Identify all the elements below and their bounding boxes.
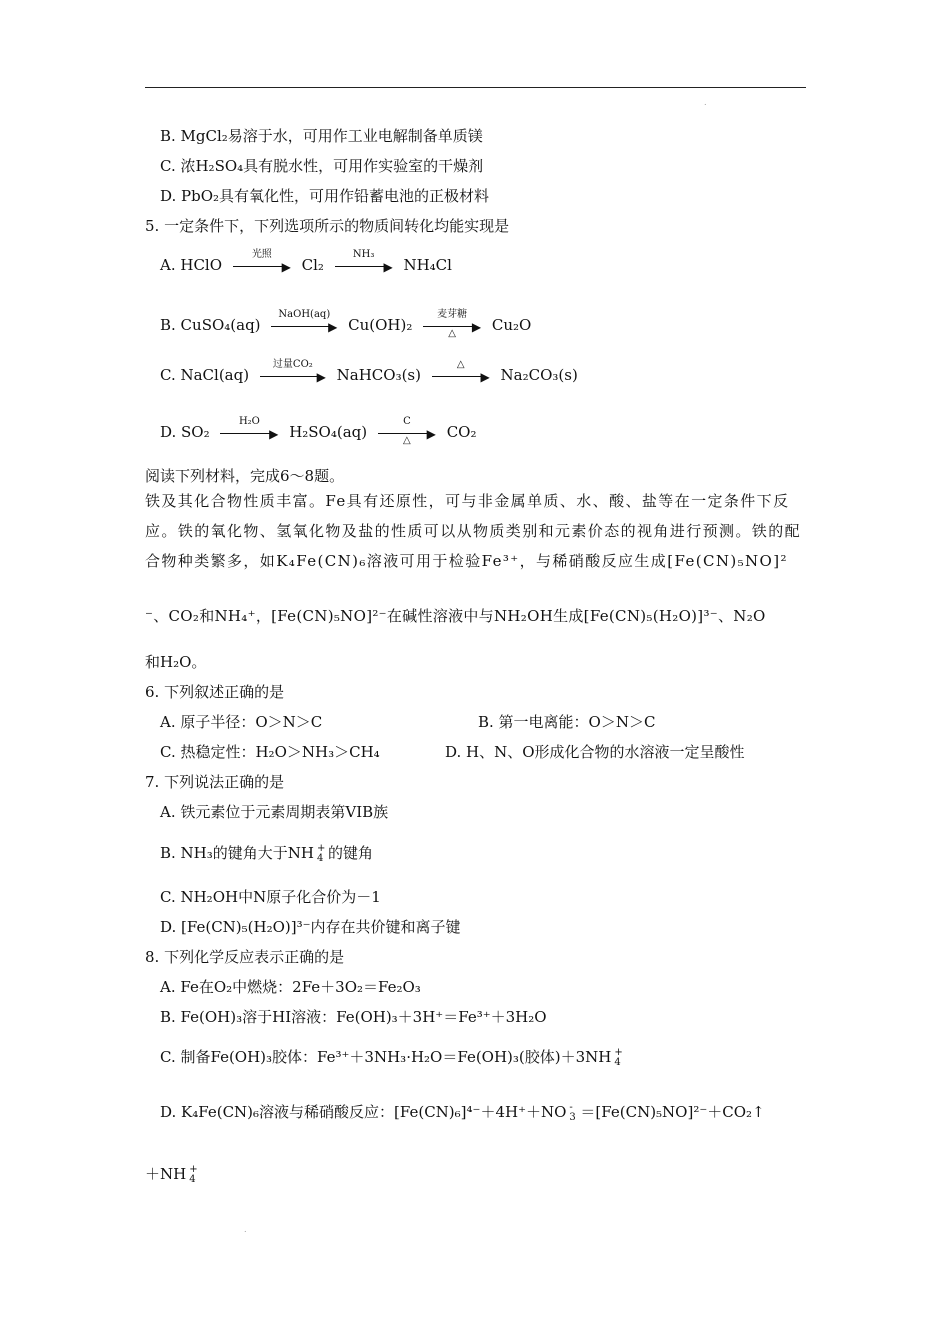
q6-option-b: B. 第一电离能：O＞N＞C	[478, 713, 656, 731]
option-text: C. 制备Fe(OH)₃胶体：Fe³⁺＋3NH₃·H₂O＝Fe(OH)₃(胶体)＋3NH	[160, 1048, 612, 1066]
q8-option-d: D. K₄Fe(CN)₆溶液与稀硝酸反应：[Fe(CN)₆]⁴⁻＋4H⁺＋NO - 3 ＝[Fe(CN)₅NO]²⁻＋CO₂↑	[160, 1102, 765, 1123]
reactant: A. HClO	[160, 256, 223, 274]
q8-option-a: A. Fe在O₂中燃烧：2Fe＋3O₂＝Fe₂O₃	[160, 978, 421, 996]
q4-option-c: C. 浓H₂SO₄具有脱水性，可用作实验室的干燥剂	[160, 157, 484, 175]
product: Na₂CO₃(s)	[500, 366, 578, 384]
condition: NaOH(aq)	[278, 309, 331, 320]
reactant: D. SO₂	[160, 423, 210, 441]
condition: 麦芽糖	[437, 309, 468, 320]
q4-option-d: D. PbO₂具有氧化性，可用作铅蓄电池的正极材料	[160, 187, 490, 205]
q7-option-d: D. [Fe(CN)₅(H₂O)]³⁻内存在共价键和离子键	[160, 918, 461, 936]
option-text: B. NH₃的键角大于NH	[160, 844, 314, 862]
condition-heat: △	[403, 435, 411, 446]
header-rule	[145, 87, 806, 88]
q7-option-b: B. NH₃的键角大于NH + 4 的键角	[160, 843, 374, 864]
reaction-arrow: 麦芽糖 ▶ △	[423, 319, 481, 333]
reaction-arrow: NaOH(aq) ▶	[271, 319, 337, 333]
q5-stem: 5. 一定条件下，下列选项所示的物质间转化均能实现是	[145, 217, 510, 235]
reaction-arrow: H₂O ▶	[220, 426, 278, 440]
q6-option-c: C. 热稳定性：H₂O＞NH₃＞CH₄	[160, 743, 380, 761]
q6-option-d: D. H、N、O形成化合物的水溶液一定呈酸性	[445, 743, 745, 761]
option-text: ＝[Fe(CN)₅NO]²⁻＋CO₂↑	[580, 1103, 765, 1121]
condition: C	[403, 416, 411, 427]
reaction-arrow: C ▶ △	[378, 426, 436, 440]
option-text: ＋NH	[145, 1165, 187, 1183]
scan-dot: .	[704, 98, 707, 107]
q8-stem: 8. 下列化学反应表示正确的是	[145, 948, 345, 966]
scan-dot: .	[244, 1225, 247, 1234]
reaction-arrow: NH₃ ▶	[335, 259, 393, 273]
q6-option-a: A. 原子半径：O＞N＞C	[160, 713, 323, 731]
material-paragraph-end: 和H₂O。	[145, 653, 207, 671]
material-paragraph-cont: ⁻、CO₂和NH₄⁺，[Fe(CN)₅NO]²⁻在碱性溶液中与NH₂OH生成[Fe(CN)₅(H₂O)]³⁻、N₂O	[145, 607, 766, 625]
product: Cu₂O	[491, 316, 532, 334]
material-paragraph: 铁及其化合物性质丰富。Fe具有还原性，可与非金属单质、水、酸、盐等在一定条件下反应。铁的氧化物、氢氧化物及盐的性质可以从物质类别和元素价态的视角进行预测。铁的配合物种类繁多，如K₄Fe(CN)₆溶液可用于检验Fe³⁺，与稀硝酸反应生成[Fe(CN)₅NO]²	[145, 492, 802, 570]
condition: NH₃	[352, 249, 375, 260]
intermediate: Cu(OH)₂	[348, 316, 413, 334]
reactant: C. NaCl(aq)	[160, 366, 250, 384]
q7-option-a: A. 铁元素位于元素周期表第VIB族	[160, 803, 389, 821]
q7-option-c: C. NH₂OH中N原子化合价为－1	[160, 888, 381, 906]
reaction-arrow: 光照 ▶	[233, 259, 291, 273]
option-text: D. K₄Fe(CN)₆溶液与稀硝酸反应：[Fe(CN)₆]⁴⁻＋4H⁺＋NO	[160, 1103, 567, 1121]
q8-option-c: C. 制备Fe(OH)₃胶体：Fe³⁺＋3NH₃·H₂O＝Fe(OH)₃(胶体)＋3NH + 4	[160, 1047, 623, 1068]
q8-option-d-cont: ＋NH + 4	[145, 1164, 198, 1185]
condition: 光照	[251, 249, 272, 260]
q5-option-d	[160, 416, 477, 446]
reaction-arrow: 过量CO₂ ▶	[260, 369, 326, 383]
q4-option-b: B. MgCl₂易溶于水，可用作工业电解制备单质镁	[160, 127, 483, 145]
material-intro: 阅读下列材料，完成6～8题。	[145, 467, 345, 485]
q7-stem: 7. 下列说法正确的是	[145, 773, 285, 791]
condition: H₂O	[238, 416, 260, 427]
reactant: B. CuSO₄(aq)	[160, 316, 261, 334]
product: NH₄Cl	[403, 256, 452, 274]
option-text: 的键角	[328, 844, 374, 862]
q6-stem: 6. 下列叙述正确的是	[145, 683, 285, 701]
intermediate: Cl₂	[301, 256, 324, 274]
q5-option-b	[160, 309, 532, 339]
q5-option-c	[160, 359, 578, 384]
product: CO₂	[446, 423, 477, 441]
intermediate: NaHCO₃(s)	[336, 366, 421, 384]
condition-heat: △	[448, 328, 456, 339]
reaction-arrow: △ ▶	[432, 369, 490, 383]
condition: 过量CO₂	[272, 359, 313, 370]
q8-option-b: B. Fe(OH)₃溶于HI溶液：Fe(OH)₃＋3H⁺＝Fe³⁺＋3H₂O	[160, 1008, 547, 1026]
q5-option-a	[160, 249, 452, 274]
condition: △	[456, 359, 465, 370]
intermediate: H₂SO₄(aq)	[289, 423, 368, 441]
